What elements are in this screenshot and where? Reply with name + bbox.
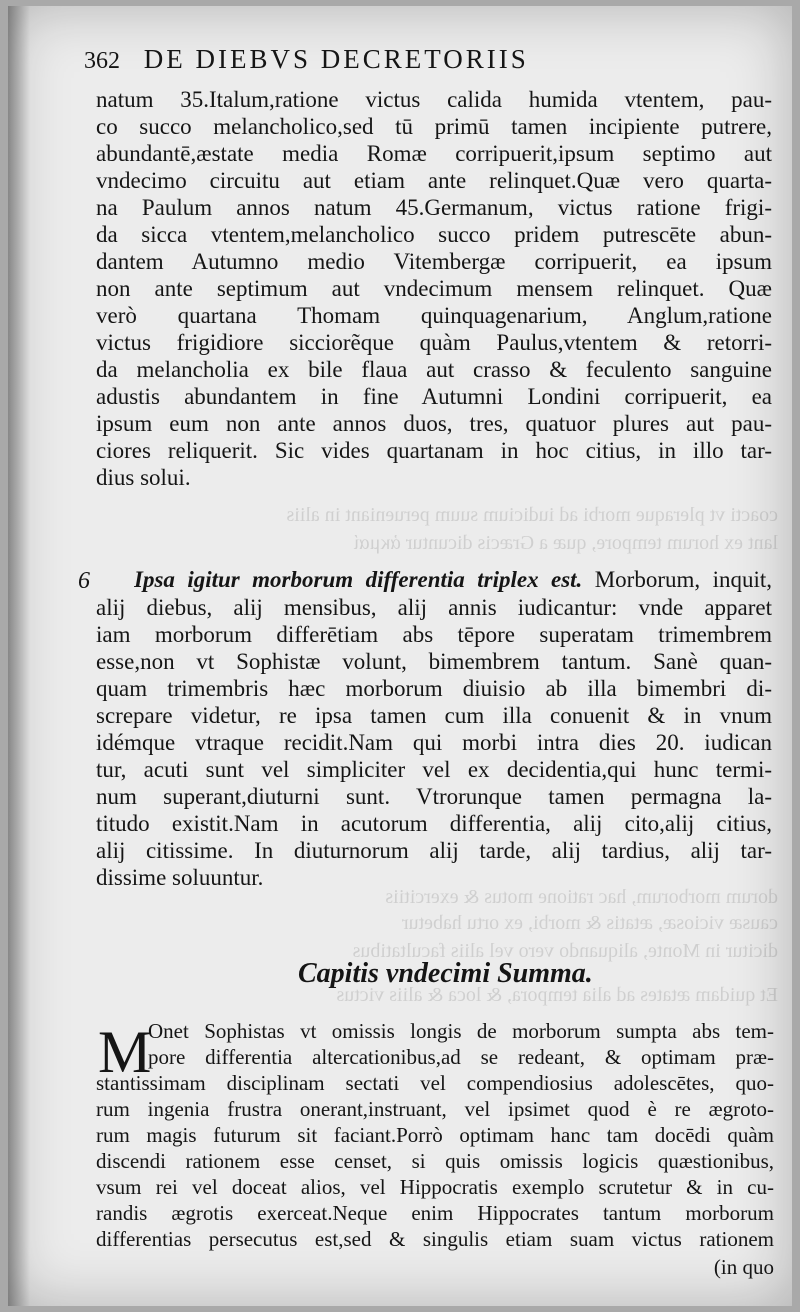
text-line: screpare videtur, re ipsa tamen cum illa conuenit & in vnum xyxy=(96,703,772,728)
bleed-through-line: coacti vt pleraque morbi ad iudicium suum perueniant in aliis xyxy=(286,504,778,526)
text-line: natum 35.Italum,ratione victus calida humida vtentem, pau- xyxy=(96,87,772,112)
bleed-through-line: Et quidam ætates ad alia tempora, & loca & aliis victus xyxy=(336,984,778,1006)
text-line: non ante septimum aut vndecimum mensem relinquet. Quæ xyxy=(96,276,772,301)
text-line: quam trimembris hæc morborum diuisio ab illa bimembri di- xyxy=(96,676,772,701)
book-page xyxy=(8,6,792,1306)
text-line: verò quartana Thomam quinquagenarium, Anglum,ratione xyxy=(96,303,772,328)
text-line: tur, acuti sunt vel simpliciter vel ex decidentia,qui hunc termi- xyxy=(96,757,772,782)
text-line: victus frigidiore sicciorẽque quàm Paulus,vtentem & retorri- xyxy=(96,330,772,355)
text-line: ciores reliquerit. Sic vides quartanam in hoc citius, in illo tar- xyxy=(96,438,772,463)
page-number: 362 xyxy=(84,48,120,74)
text-line: co succo melancholico,sed tū primū tamen incipiente putrere, xyxy=(96,114,772,139)
text-line: num superant,diuturni sunt. Vtrorunque tamen permagna la- xyxy=(96,784,772,809)
binding-shadow xyxy=(8,6,30,1306)
text-line: na Paulum annos natum 45.Germanum, victus ratione frigi- xyxy=(96,195,772,220)
text-line: dius solui. xyxy=(96,465,191,490)
text-line: vsum rei vel doceat alios, vel Hippocratis exemplo scrutetur & in cu- xyxy=(96,1175,774,1199)
text-line: dantem Autumno medio Vitembergæ corripuerit, ea ipsum xyxy=(96,249,772,274)
text-line: stantissimam disciplinam sectati vel compendiosius adolescētes, quo- xyxy=(96,1071,774,1095)
text-line: rum magis futurum sit faciant.Porrò optimam hanc tam docēdi quàm xyxy=(96,1123,774,1147)
text-line: rum ingenia frustra onerant,instruant, vel ipsimet quod è re ægroto- xyxy=(96,1097,774,1121)
text-line: vndecimo circuitu aut etiam ante relinquet.Quæ vero quarta- xyxy=(96,168,772,193)
text-line: titudo existit.Nam in acutorum differentia, alij cito,alij citius, xyxy=(96,811,772,836)
bleed-through-line: causæ viciosæ, ætatis & morbi, ex ortu habetur xyxy=(401,912,778,934)
text-line-first xyxy=(134,566,772,594)
text-line: abundantē,æstate media Romæ corripuerit,ipsum septimo aut xyxy=(96,141,772,166)
text-line: dissime soluuntur. xyxy=(96,865,264,890)
text-line: randis ægrotis exerceat.Neque enim Hippocrates tantum morborum xyxy=(96,1201,774,1225)
bleed-through-line: dicitur in Monte, aliquando vero vel aliis facultatibus xyxy=(352,940,778,962)
text-line: iam morborum differētiam abs tēpore superatam trimembrem xyxy=(96,622,772,647)
text-line: esse,non vt Sophistæ volunt, bimembrem tantum. Sanè quan- xyxy=(96,649,772,674)
bleed-through-line: lant ex horum tempore, quæ a Græcis dicuntur ἀκμαί xyxy=(353,532,778,554)
text-line: Onet Sophistas vt omissis longis de morborum sumpta abs tem- xyxy=(148,1019,774,1043)
section-number: 6 xyxy=(78,568,90,594)
text-line: adustis abundantem in fine Autumni Londini corripuerit, ea xyxy=(96,384,772,409)
text-line: alij citissime. In diuturnorum alij tarde, alij tardius, alij tar- xyxy=(96,838,772,863)
text-line: da sicca vtentem,melancholico succo pridem putrescēte abun- xyxy=(96,222,772,247)
chapter-summary-heading: Capitis vndecimi Summa. xyxy=(298,958,593,989)
bleed-through-line: dorum morborum, hac ratione motus & exercitiis xyxy=(385,886,778,908)
catchword: (in quo xyxy=(713,1255,774,1279)
text-line: alij diebus, alij mensibus, alij annis iudicantur: vnde apparet xyxy=(96,595,772,620)
italic-lead: Ipsa igitur morborum differentia triplex est. xyxy=(134,567,583,592)
text-line: differentias persecutus est,sed & singulis etiam suam victus rationem xyxy=(96,1227,774,1251)
lead-continuation: Morborum, inquit, xyxy=(582,567,772,592)
running-header xyxy=(84,44,724,75)
text-line: discendi rationem esse censet, si quis omissis logicis quæstionibus, xyxy=(96,1149,774,1173)
text-line: pore differentia altercationibus,ad se redeant, & optimam præ- xyxy=(148,1045,774,1069)
drop-capital: M xyxy=(98,1019,152,1085)
text-line: idémque vtraque recidit.Nam qui morbi intra dies 20. iudican xyxy=(96,730,772,755)
text-line: ipsum eum non ante annos duos, tres, quatuor plures aut pau- xyxy=(96,411,772,436)
text-line: da melancholia ex bile flaua aut crasso & feculento sanguine xyxy=(96,357,772,382)
running-title: DE DIEBVS DECRETORIIS xyxy=(143,44,529,74)
